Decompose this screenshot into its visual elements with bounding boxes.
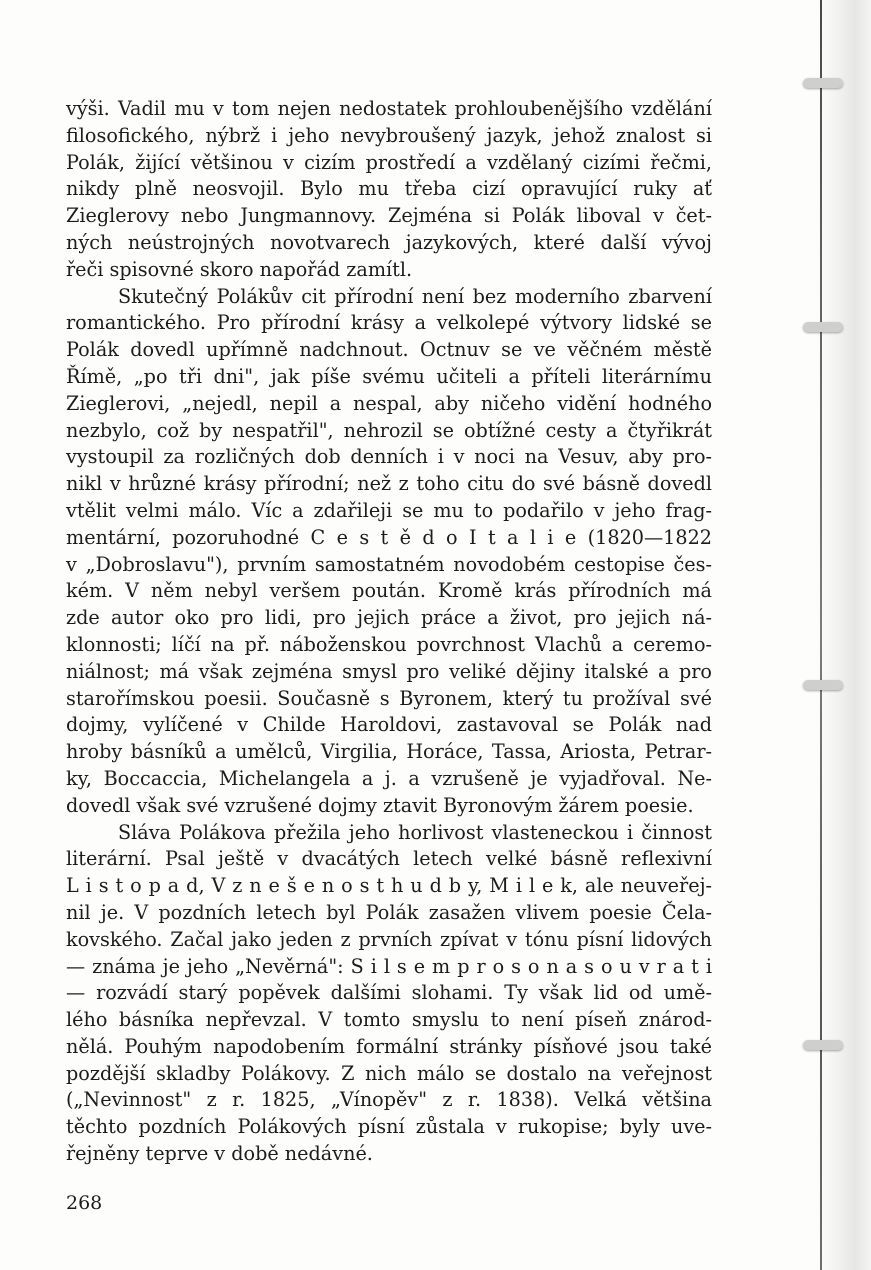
text-line: nikl v hrůzné krásy přírodní; než z toho citu do své básně dovedl <box>66 472 712 496</box>
text-line: nil je. V pozdních letech byl Polák zasažen vlivem poesie Čela- <box>66 900 712 924</box>
text-line: zde autor oko pro lidi, pro jejich práce a život, pro jejich ná- <box>66 606 712 630</box>
text-line: Římě, „po tři dni", jak píše svému učiteli a příteli literárnímu <box>66 364 712 388</box>
text-line: niálnost; má však zejména smysl pro veliké dějiny italské a pro <box>66 659 712 683</box>
text-line: nělá. Pouhým napodobením formální stránky písňové jsou také <box>66 1034 712 1058</box>
text-line: dojmy, vylíčené v Childe Haroldovi, zastavoval se Polák nad <box>66 713 712 737</box>
text-line: nezbylo, což by nespatřil", nehrozil se obtížné cesty a čtyřikrát <box>66 418 712 442</box>
text-line: ky, Boccaccia, Michelangela a j. a vzrušeně je vyjadřoval. Ne- <box>66 766 712 790</box>
text-line: nikdy plně neosvojil. Bylo mu třeba cizí opravující ruky ať <box>66 177 712 201</box>
text-line: řejněny teprve v době nedávné. <box>66 1142 373 1166</box>
binding-thread <box>803 680 843 690</box>
text-line: starořímskou poesii. Současně s Byronem, který tu prožíval své <box>66 686 712 710</box>
text-line: kém. V něm nebyl veršem poután. Kromě krás přírodních má <box>66 579 712 603</box>
text-line: L i s t o p a d, V z n e š e n o s t h u d b y, M i l e k, ale neuveřej- <box>66 874 712 898</box>
text-line: Zieglerovi, „nejedl, nepil a nespal, aby ničeho vidění hodného <box>66 391 712 415</box>
text-line: Skutečný Polákův cit přírodní není bez moderního zbarvení <box>118 284 712 308</box>
text-line: — rozvádí starý popěvek dalšími slohami. Ty však lid od umě- <box>66 981 712 1005</box>
text-line: dovedl však své vzrušené dojmy ztavit Byronovým žárem poesie. <box>66 793 694 817</box>
body-text <box>66 96 712 1168</box>
text-line: mentární, pozoruhodné C e s t ě d o I t a l i e (1820—1822 <box>66 525 712 549</box>
text-line: („Nevinnost" z r. 1825, „Vínopěv" z r. 1838). Velká většina <box>66 1088 712 1112</box>
text-line: filosofického, nýbrž i jeho nevybroušený jazyk, jehož znalost si <box>66 123 712 147</box>
text-line: Sláva Polákova přežila jeho horlivost vlasteneckou i činnost <box>118 820 712 844</box>
text-line: pozdější skladby Polákovy. Z nich málo se dostalo na veřejnost <box>66 1061 712 1085</box>
text-line: kovského. Začal jako jeden z prvních zpívat v tónu písní lidových <box>66 927 712 951</box>
text-line: Zieglerovy nebo Jungmannovy. Zejména si Polák liboval v čet- <box>66 204 712 228</box>
text-line: těchto pozdních Polákových písní zůstala v rukopise; byly uve- <box>66 1115 712 1139</box>
text-line: ných neústrojných novotvarech jazykových, které další vývoj <box>66 230 712 254</box>
text-line: romantického. Pro přírodní krásy a velkolepé výtvory lidské se <box>66 311 712 335</box>
binding-thread <box>803 322 843 332</box>
text-line: Polák, žijící většinou v cizím prostředí a vzdělaný cizími řečmi, <box>66 150 712 174</box>
text-line: vtělit velmi málo. Víc a zdařileji se mu to podařilo v jeho frag- <box>66 498 712 522</box>
text-line: literární. Psal ještě v dvacátých letech velké básně reflexivní <box>66 847 712 871</box>
text-line: v „Dobroslavu"), prvním samostatném novodobém cestopise čes- <box>66 552 712 576</box>
text-line: vystoupil za rozličných dob denních i v noci na Vesuv, aby pro- <box>66 445 712 469</box>
text-line: hroby básníků a umělců, Virgilia, Horáce, Tassa, Ariosta, Petrar- <box>66 740 712 764</box>
text-line: lého básníka nepřevzal. V tomto smyslu to není píseň znárod- <box>66 1008 712 1032</box>
page-number: 268 <box>66 1192 103 1214</box>
text-line: řeči spisovné skoro napořád zamítl. <box>66 257 413 281</box>
text-line: Polák dovedl upřímně nadchnout. Octnuv se ve věčném městě <box>66 338 712 362</box>
text-line: klonnosti; líčí na př. náboženskou povrchnost Vlachů a ceremo- <box>66 632 712 656</box>
book-binding <box>816 0 871 1270</box>
binding-thread <box>803 78 843 88</box>
text-line: — známa je jeho „Nevěrná": S i l s e m p r o s o n a s o u v r a t i <box>66 954 712 978</box>
binding-thread <box>803 1040 843 1050</box>
text-line: výši. Vadil mu v tom nejen nedostatek prohloubenějšího vzdělání <box>66 97 712 120</box>
binding-edge <box>820 0 822 1270</box>
